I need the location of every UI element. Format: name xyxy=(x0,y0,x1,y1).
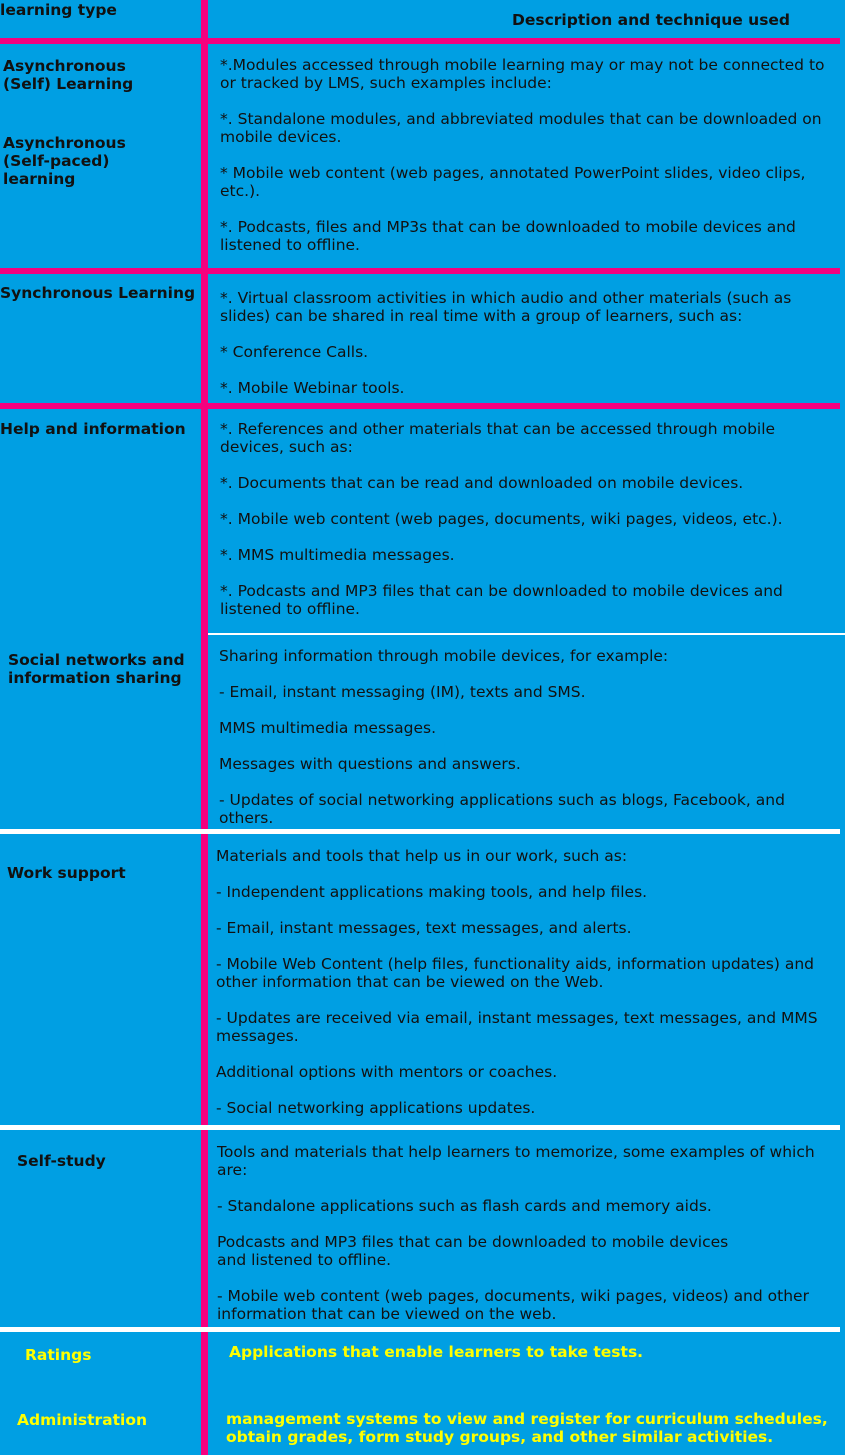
row-type-async-1: Asynchronous (Self) Learning xyxy=(3,57,134,93)
row-description-social xyxy=(219,647,839,845)
description-item: *. Virtual classroom activities in which audio and other materials (such as slides) can be shared in real time with a group of learners, such as: xyxy=(220,289,792,325)
row-description-selfstudy xyxy=(217,1143,837,1341)
row-type-selfstudy: Self-study xyxy=(17,1152,106,1170)
row-type-work: Work support xyxy=(7,864,126,882)
row-type-async-2: Asynchronous (Self-paced) learning xyxy=(3,134,126,188)
column-divider xyxy=(201,0,208,1455)
description-item: *. References and other materials that can be accessed through mobile devices, such as: xyxy=(220,420,776,456)
row-divider xyxy=(0,829,840,834)
description-item: *. Mobile Webinar tools. xyxy=(220,379,405,397)
description-item: - Mobile Web Content (help files, functionality aids, information updates) and other information that can be viewed on the Web. xyxy=(216,955,814,991)
row-divider xyxy=(0,268,840,274)
row-type-ratings: Ratings xyxy=(25,1346,92,1364)
description-item: - Social networking applications updates. xyxy=(216,1099,536,1117)
description-item: MMS multimedia messages. xyxy=(219,719,436,737)
description-item: Tools and materials that help learners to memorize, some examples of which are: xyxy=(217,1143,815,1179)
row-divider xyxy=(0,403,840,409)
row-divider xyxy=(0,1125,840,1130)
row-type-administration: Administration xyxy=(17,1411,148,1429)
description-item: - Independent applications making tools, and help files. xyxy=(216,883,648,901)
description-item: * Mobile web content (web pages, annotated PowerPoint slides, video clips, etc.). xyxy=(220,164,806,200)
description-item: Messages with questions and answers. xyxy=(219,755,521,773)
description-item: - Updates of social networking applications such as blogs, Facebook, and others. xyxy=(219,791,785,827)
row-type-social: Social networks and information sharing xyxy=(8,651,185,687)
description-item: *. Podcasts and MP3 files that can be downloaded to mobile devices and listened to offline. xyxy=(220,582,783,618)
description-item: - Standalone applications such as flash cards and memory aids. xyxy=(217,1197,712,1215)
description-item: Additional options with mentors or coaches. xyxy=(216,1063,558,1081)
description-item: - Mobile web content (web pages, documents, wiki pages, videos) and other information that can be viewed on the web. xyxy=(217,1287,809,1323)
row-description-work xyxy=(216,847,836,1135)
row-description-ratings: Applications that enable learners to take tests. xyxy=(229,1343,644,1361)
description-item: *. Standalone modules, and abbreviated modules that can be downloaded on mobile devices. xyxy=(220,110,822,146)
header-description: Description and technique used xyxy=(512,11,791,29)
row-divider xyxy=(0,1327,840,1332)
header-learning-type: learning type xyxy=(0,1,117,19)
description-item: - Updates are received via email, instant messages, text messages, and MMS messages. xyxy=(216,1009,818,1045)
description-item: - Email, instant messaging (IM), texts and SMS. xyxy=(219,683,586,701)
description-item: Podcasts and MP3 files that can be downloaded to mobile devices and listened to offline. xyxy=(217,1233,729,1269)
description-item: *. Podcasts, files and MP3s that can be downloaded to mobile devices and listened to offline. xyxy=(220,218,796,254)
row-description-help xyxy=(220,420,840,636)
description-item: *. Documents that can be read and downloaded on mobile devices. xyxy=(220,474,744,492)
row-divider xyxy=(208,633,845,635)
description-item: *. Mobile web content (web pages, documents, wiki pages, videos, etc.). xyxy=(220,510,783,528)
description-item: Materials and tools that help us in our work, such as: xyxy=(216,847,628,865)
row-divider xyxy=(0,38,840,44)
description-item: *. MMS multimedia messages. xyxy=(220,546,455,564)
description-item: *.Modules accessed through mobile learning may or may not be connected to or tracked by LMS, such examples include: xyxy=(220,56,825,92)
description-item: * Conference Calls. xyxy=(220,343,369,361)
description-item: Sharing information through mobile devices, for example: xyxy=(219,647,669,665)
row-description-async xyxy=(220,56,840,272)
row-description-administration: management systems to view and register for curriculum schedules, obtain grades, form study groups, and other similar activities. xyxy=(226,1410,828,1446)
row-type-help: Help and information xyxy=(0,420,186,438)
row-type-sync: Synchronous Learning xyxy=(0,284,196,302)
description-item: - Email, instant messages, text messages, and alerts. xyxy=(216,919,632,937)
row-description-sync xyxy=(220,289,840,415)
